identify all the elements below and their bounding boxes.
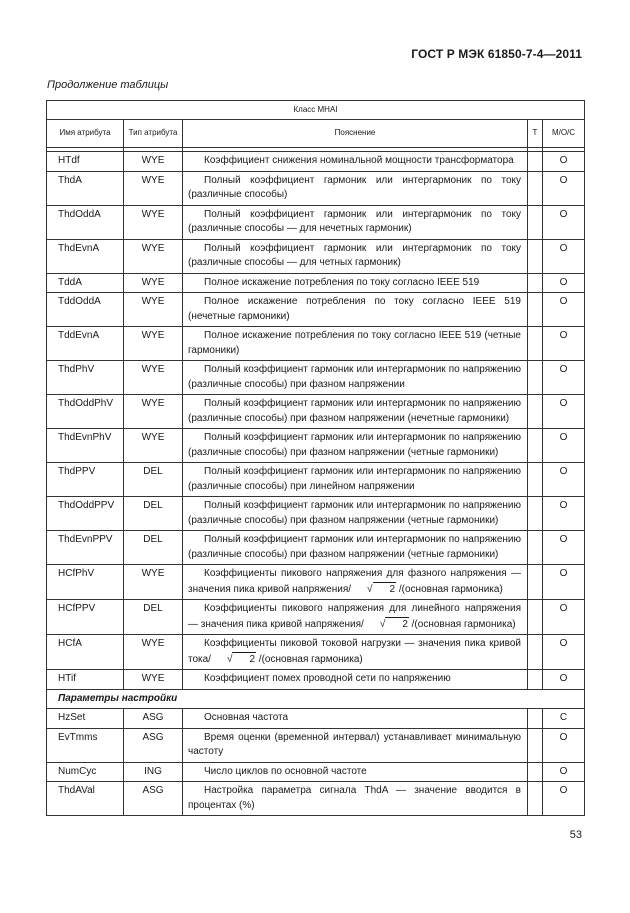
table-row: [47, 709, 585, 729]
square-root-symbol: [351, 582, 396, 598]
table-row: [47, 782, 585, 816]
radical-sign-icon: √: [379, 618, 386, 630]
attribute-t: [528, 239, 543, 273]
document-title: ГОСТ Р МЭК 61850-7-4—2011: [411, 47, 582, 61]
attribute-t: [528, 782, 543, 816]
attribute-type: ING: [124, 762, 183, 782]
table-row: [47, 293, 585, 327]
attribute-description: Полный коэффициент гармоник или интергармоник по напряжению (различные способы) при фазном напряжении (четные гармоники): [183, 531, 528, 565]
attribute-t: [528, 531, 543, 565]
attribute-description: Полный коэффициент гармоник или интергармоник по напряжению (различные способы) при фазном напряжении (четные гармоники): [183, 429, 528, 463]
attribute-t: [528, 709, 543, 729]
square-root-symbol: [364, 617, 409, 633]
attribute-type: WYE: [124, 635, 183, 670]
attribute-mandatory: O: [543, 293, 585, 327]
attribute-type: DEL: [124, 531, 183, 565]
attribute-type: DEL: [124, 463, 183, 497]
attribute-t: [528, 293, 543, 327]
attribute-description: Коэффициент помех проводной сети по напряжению: [183, 670, 528, 690]
attribute-mandatory: O: [543, 395, 585, 429]
attribute-description: Полный коэффициент гармоник или интергармоник по напряжению (различные способы) при фазном напряжении (четные гармоники): [183, 497, 528, 531]
col-header-mandatory: M/O/C: [543, 120, 585, 148]
description-text: /(основная гармоника): [408, 618, 516, 630]
attribute-t: [528, 171, 543, 205]
table-row: [47, 239, 585, 273]
attribute-t: [528, 670, 543, 690]
attribute-name: ThdOddA: [47, 205, 124, 239]
attribute-mandatory: O: [543, 171, 585, 205]
page-number: 53: [569, 829, 582, 841]
attribute-description: Полное искажение потребления по току согласно IEEE 519 (четные гармоники): [183, 327, 528, 361]
attribute-mandatory: O: [543, 635, 585, 670]
attribute-description: Настройка параметра сигнала ThdA — значение вводится в процентах (%): [183, 782, 528, 816]
attribute-t: [528, 429, 543, 463]
description-text: /(основная гармоника): [396, 583, 503, 595]
table-row: [47, 762, 585, 782]
attribute-name: ThdOddPPV: [47, 497, 124, 531]
attribute-t: [528, 728, 543, 762]
attribute-name: HTdf: [47, 152, 124, 172]
table-row: [47, 171, 585, 205]
section-title: Параметры настройки: [47, 689, 585, 709]
table-row: [47, 395, 585, 429]
attribute-mandatory: O: [543, 273, 585, 293]
attributes-table: [46, 100, 585, 816]
attribute-mandatory: O: [543, 361, 585, 395]
attribute-mandatory: O: [543, 531, 585, 565]
table-row: [47, 728, 585, 762]
attribute-t: [528, 463, 543, 497]
class-title: Класс MHAI: [47, 101, 585, 120]
description-text: Коэффициенты пикового напряжения для фазного напряжения — значения пика кривой напряжения/: [188, 568, 521, 595]
attribute-mandatory: O: [543, 205, 585, 239]
attribute-mandatory: O: [543, 762, 585, 782]
table-row: [47, 497, 585, 531]
radicand: 2: [373, 582, 397, 598]
attribute-description: Основная частота: [183, 709, 528, 729]
attribute-type: WYE: [124, 239, 183, 273]
attribute-name: HCfPPV: [47, 600, 124, 635]
attribute-t: [528, 635, 543, 670]
table-row: [47, 600, 585, 635]
attribute-t: [528, 600, 543, 635]
attribute-t: [528, 273, 543, 293]
attribute-type: WYE: [124, 152, 183, 172]
attribute-description: [183, 600, 528, 635]
attribute-type: WYE: [124, 273, 183, 293]
attribute-mandatory: O: [543, 327, 585, 361]
description-text: /(основная гармоника): [256, 653, 363, 665]
section-row: [47, 689, 585, 709]
attribute-mandatory: O: [543, 565, 585, 600]
table-continuation-caption: Продолжение таблицы: [47, 79, 169, 91]
attribute-t: [528, 361, 543, 395]
attribute-mandatory: O: [543, 728, 585, 762]
attribute-type: ASG: [124, 728, 183, 762]
attribute-name: ThdOddPhV: [47, 395, 124, 429]
attribute-t: [528, 152, 543, 172]
attribute-type: WYE: [124, 327, 183, 361]
attribute-name: HzSet: [47, 709, 124, 729]
attribute-description: Полный коэффициент гармоник или интергармоник по напряжению (различные способы) при фазном напряжении: [183, 361, 528, 395]
attribute-mandatory: O: [543, 239, 585, 273]
attribute-mandatory: O: [543, 600, 585, 635]
attribute-name: ThdEvnPhV: [47, 429, 124, 463]
attribute-name: ThdA: [47, 171, 124, 205]
attribute-description: Полное искажение потребления по току согласно IEEE 519: [183, 273, 528, 293]
attribute-name: ThdAVal: [47, 782, 124, 816]
attribute-mandatory: O: [543, 670, 585, 690]
attribute-name: TddA: [47, 273, 124, 293]
description-text: Коэффициенты пиковой токовой нагрузки — значения пика кривой тока/: [188, 638, 521, 665]
attribute-type: WYE: [124, 293, 183, 327]
col-header-type: Тип атрибута: [124, 120, 183, 148]
attribute-t: [528, 762, 543, 782]
attribute-description: Полный коэффициент гармоник или интергармоник по напряжению (различные способы) при линейном напряжении: [183, 463, 528, 497]
attribute-type: DEL: [124, 497, 183, 531]
attribute-name: EvTmms: [47, 728, 124, 762]
attribute-description: Полный коэффициент гармоник или интергармоник по току (различные способы): [183, 171, 528, 205]
attribute-mandatory: O: [543, 782, 585, 816]
table-row: [47, 635, 585, 670]
description-text: Коэффициенты пикового напряжения для линейного напряжения — значения пика кривой напряжения/: [188, 603, 521, 630]
attribute-mandatory: O: [543, 429, 585, 463]
attribute-type: WYE: [124, 395, 183, 429]
table-row: [47, 327, 585, 361]
attribute-type: WYE: [124, 670, 183, 690]
attribute-description: [183, 565, 528, 600]
radicand: 2: [232, 652, 256, 668]
attribute-name: HCfA: [47, 635, 124, 670]
attribute-type: ASG: [124, 709, 183, 729]
table-row: [47, 429, 585, 463]
table-row: [47, 531, 585, 565]
attribute-type: WYE: [124, 205, 183, 239]
radical-sign-icon: √: [367, 583, 373, 595]
attribute-description: Коэффициент снижения номинальной мощности трансформатора: [183, 152, 528, 172]
attribute-type: ASG: [124, 782, 183, 816]
attribute-name: TddOddA: [47, 293, 124, 327]
attribute-type: WYE: [124, 429, 183, 463]
attribute-mandatory: O: [543, 497, 585, 531]
attribute-name: ThdPhV: [47, 361, 124, 395]
square-root-symbol: [211, 652, 256, 668]
attribute-name: ThdPPV: [47, 463, 124, 497]
attribute-type: WYE: [124, 565, 183, 600]
attribute-name: ThdEvnA: [47, 239, 124, 273]
attribute-name: TddEvnA: [47, 327, 124, 361]
attribute-type: WYE: [124, 171, 183, 205]
table-row: [47, 152, 585, 172]
attribute-mandatory: C: [543, 709, 585, 729]
attribute-name: HTif: [47, 670, 124, 690]
table-row: [47, 565, 585, 600]
attribute-t: [528, 205, 543, 239]
attribute-description: Полный коэффициент гармоник или интергармоник по току (различные способы — для нечетных гармоник): [183, 205, 528, 239]
attribute-mandatory: O: [543, 463, 585, 497]
attribute-type: WYE: [124, 361, 183, 395]
attribute-description: Полное искажение потребления по току согласно IEEE 519 (нечетные гармоники): [183, 293, 528, 327]
attribute-description: Число циклов по основной частоте: [183, 762, 528, 782]
attribute-description: Время оценки (временной интервал) устанавливает минимальную частоту: [183, 728, 528, 762]
attribute-description: Полный коэффициент гармоник или интергармоник по напряжению (различные способы) при фазном напряжении (нечетные гармоники): [183, 395, 528, 429]
table-row: [47, 273, 585, 293]
attribute-name: HCfPhV: [47, 565, 124, 600]
attribute-name: ThdEvnPPV: [47, 531, 124, 565]
table-row: [47, 205, 585, 239]
table-row: [47, 463, 585, 497]
attribute-description: [183, 635, 528, 670]
attribute-type: DEL: [124, 600, 183, 635]
attribute-t: [528, 395, 543, 429]
attribute-description: Полный коэффициент гармоник или интергармоник по току (различные способы — для четных гармоник): [183, 239, 528, 273]
attribute-mandatory: O: [543, 152, 585, 172]
attribute-name: NumCyc: [47, 762, 124, 782]
attribute-t: [528, 497, 543, 531]
col-header-name: Имя атрибута: [47, 120, 124, 148]
col-header-t: Т: [528, 120, 543, 148]
table-row: [47, 670, 585, 690]
col-header-desc: Пояснение: [183, 120, 528, 148]
radicand: 2: [385, 617, 409, 633]
attribute-t: [528, 565, 543, 600]
radical-sign-icon: √: [226, 653, 233, 665]
attribute-t: [528, 327, 543, 361]
table-row: [47, 361, 585, 395]
